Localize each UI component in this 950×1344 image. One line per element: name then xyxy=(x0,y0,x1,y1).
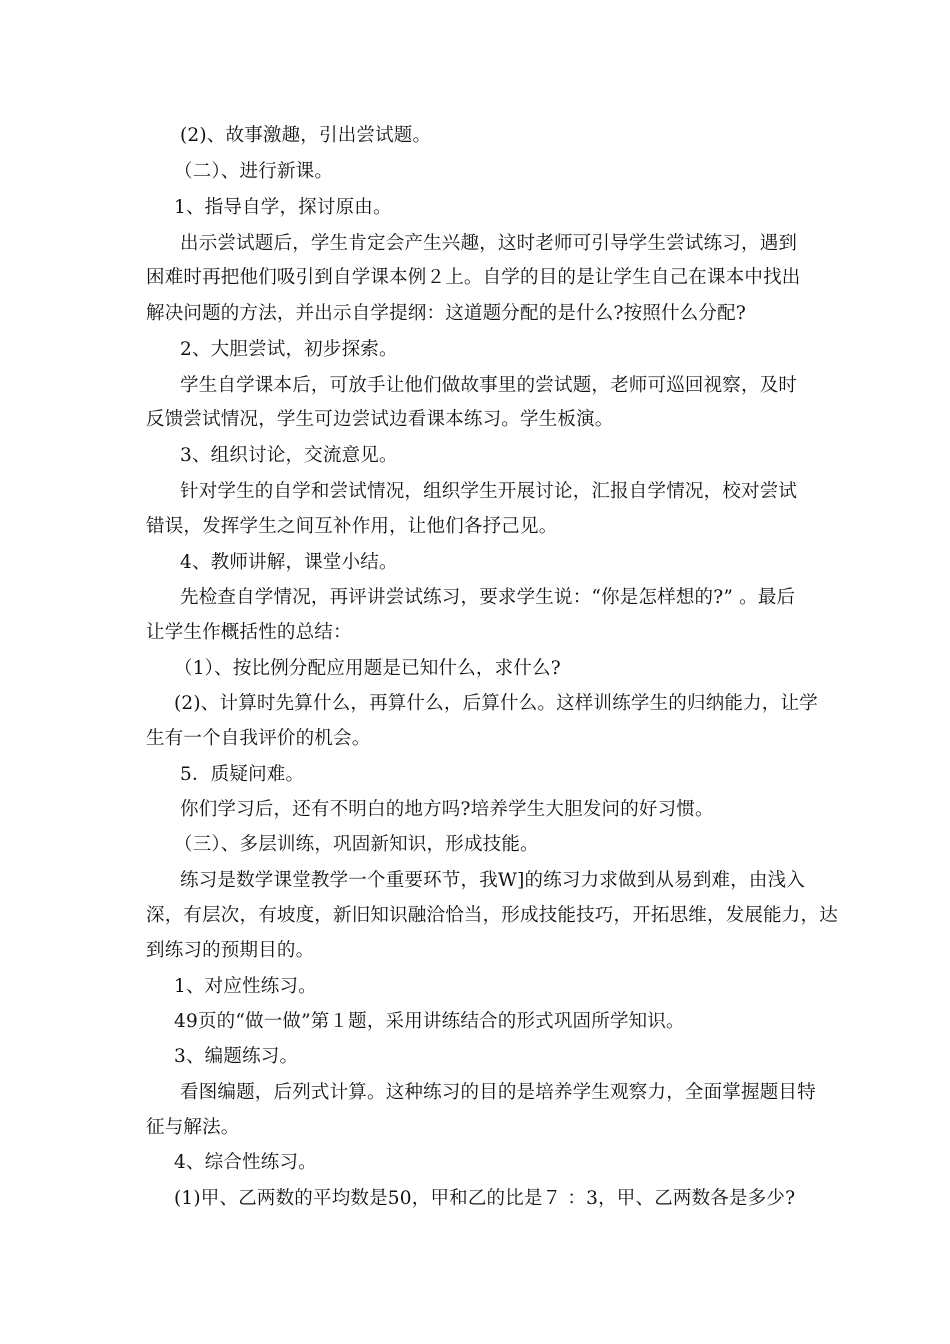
text-line-14: 先检查自学情况，再评讲尝试练习，要求学生说：“你是怎样想的?” 。最后 xyxy=(180,587,796,608)
text-line-4: 出示尝试题后，学生肯定会产生兴趣，这时老师可引导学生尝试练习，遇到 xyxy=(180,233,798,254)
text-line-19: 5．质疑问难。 xyxy=(180,764,305,785)
text-line-3: 1、指导自学，探讨原由。 xyxy=(174,197,392,218)
text-line-15: 让学生作概括性的总结： xyxy=(146,622,352,643)
text-line-21: （三）、多层训练，巩固新知识，形成技能。 xyxy=(174,834,539,855)
text-line-11: 针对学生的自学和尝试情况，组织学生开展讨论，汇报自学情况，校对尝试 xyxy=(180,481,798,502)
text-line-17: (2)、计算时先算什么，再算什么，后算什么。这样训练学生的归纳能力，让学 xyxy=(174,693,818,714)
text-line-20: 你们学习后，还有不明白的地方吗?培养学生大胆发问的好习惯。 xyxy=(180,799,714,820)
text-line-8: 学生自学课本后，可放手让他们做故事里的尝试题，老师可巡回视察，及时 xyxy=(180,375,798,396)
text-line-30: 4、综合性练习。 xyxy=(174,1152,317,1173)
text-line-25: 1、对应性练习。 xyxy=(174,976,317,997)
text-line-13: 4、教师讲解，课堂小结。 xyxy=(180,552,398,573)
text-line-27: 3、编题练习。 xyxy=(174,1046,299,1067)
text-line-28: 看图编题，后列式计算。这种练习的目的是培养学生观察力，全面掌握题目特 xyxy=(180,1082,816,1103)
text-line-5: 困难时再把他们吸引到自学课本例２上。自学的目的是让学生自己在课本中找出 xyxy=(146,267,801,288)
text-line-29: 征与解法。 xyxy=(146,1117,240,1138)
text-line-24: 到练习的预期目的。 xyxy=(146,940,315,961)
text-line-12: 错误，发挥学生之间互补作用，让他们各抒己见。 xyxy=(146,516,558,537)
text-line-31: (1)甲、乙两数的平均数是50，甲和乙的比是７ ：3，甲、乙两数各是多少? xyxy=(174,1188,796,1209)
text-line-7: 2、大胆尝试，初步探索。 xyxy=(180,339,398,360)
text-line-2: （二）、进行新课。 xyxy=(174,161,334,182)
text-line-23: 深，有层次，有坡度，新旧知识融洽恰当，形成技能技巧，开拓思维，发展能力，达 xyxy=(146,905,838,926)
text-line-10: 3、组织讨论，交流意见。 xyxy=(180,445,398,466)
text-line-9: 反馈尝试情况，学生可边尝试边看课本练习。学生板演。 xyxy=(146,409,614,430)
text-line-6: 解决问题的方法，并出示自学提纲：这道题分配的是什么?按照什么分配? xyxy=(146,303,746,324)
text-line-16: （1）、按比例分配应用题是已知什么，求什么? xyxy=(174,658,561,679)
text-line-22: 练习是数学课堂教学一个重要环节，我W]的练习力求做到从易到难，由浅入 xyxy=(180,870,806,891)
text-line-1: (2)、故事激趣，引出尝试题。 xyxy=(180,125,432,146)
text-line-18: 生有一个自我评价的机会。 xyxy=(146,728,371,749)
text-line-26: 49页的“做一做”第１题，采用讲练结合的形式巩固所学知识。 xyxy=(174,1011,685,1032)
